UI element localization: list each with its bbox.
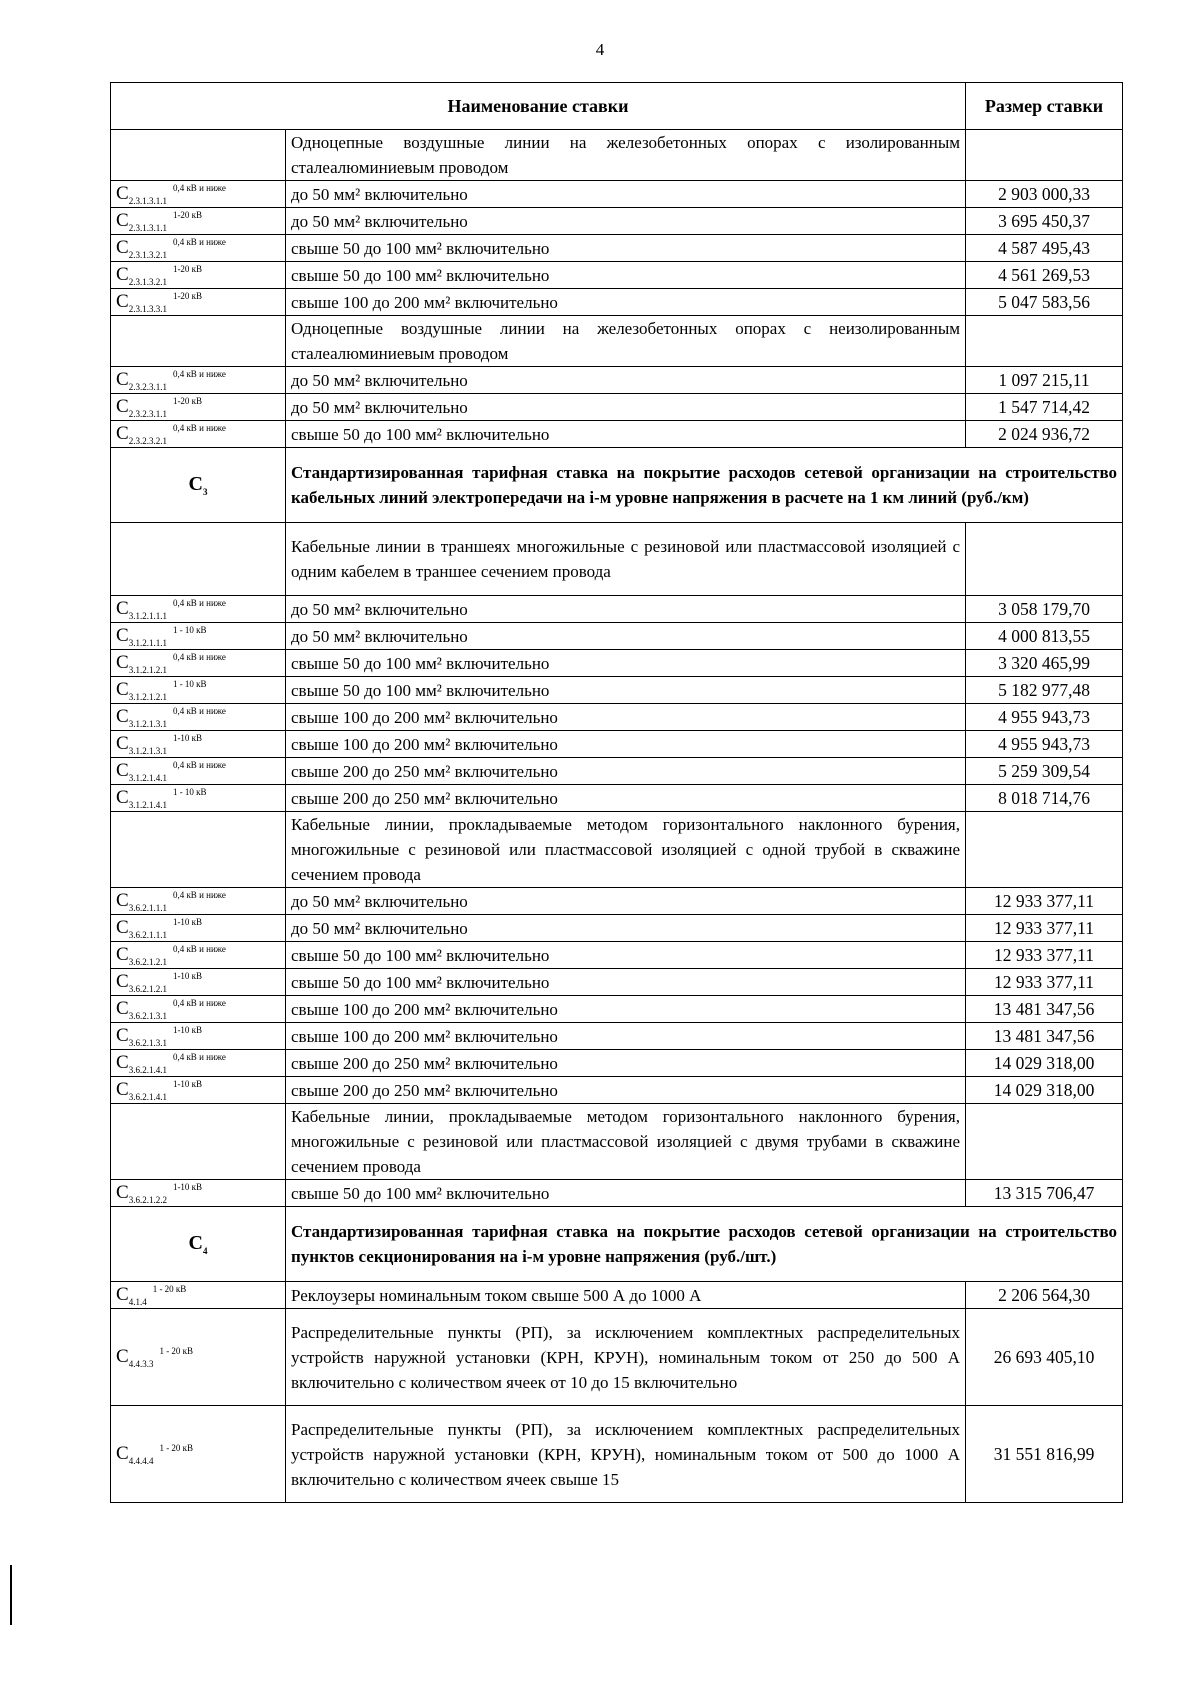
rate-code xyxy=(111,235,286,262)
table-row xyxy=(111,235,1123,262)
rate-code-index: 3.6.2.1.3.1 xyxy=(128,1037,167,1048)
group-description: Кабельные линии, прокладываемые методом горизонтального наклонного бурения, многожильные с резиновой или пластмассовой изоляцией с одной трубой в скважине сечением провода xyxy=(286,812,966,888)
rate-value: 3 695 450,37 xyxy=(966,208,1123,235)
rate-value: 13 481 347,56 xyxy=(966,996,1123,1023)
rate-code xyxy=(111,1050,286,1077)
table-row xyxy=(111,289,1123,316)
rate-description: Распределительные пункты (РП), за исключением комплектных распределительных устройств наружной установки (КРН, КРУН), номинальным током от 250 до 500 А включительно с количеством ячеек от 10 до 15 включительно xyxy=(286,1309,966,1406)
rate-code-index: 3.1.2.1.3.1 xyxy=(128,718,167,729)
voltage-level: 1-20 кВ xyxy=(172,291,203,302)
voltage-level: 1 - 20 кВ xyxy=(152,1284,187,1295)
rate-code-index: 4.1.4 xyxy=(128,1296,147,1307)
rate-code-index: 3.1.2.1.4.1 xyxy=(128,799,167,810)
rate-code xyxy=(111,448,286,523)
rate-code-index: 3.6.2.1.2.1 xyxy=(128,956,167,967)
rate-code-letter: C xyxy=(116,422,129,444)
rate-code-index: 3.6.2.1.2.2 xyxy=(128,1194,167,1205)
table-row xyxy=(111,367,1123,394)
rate-code-index: 2.3.2.3.1.1 xyxy=(128,408,167,419)
voltage-level: 1-10 кВ xyxy=(172,1025,203,1036)
table-row xyxy=(111,1077,1123,1104)
voltage-level: 1-20 кВ xyxy=(172,210,203,221)
section-row xyxy=(111,448,1123,523)
rate-value: 2 206 564,30 xyxy=(966,1282,1123,1309)
table-row xyxy=(111,996,1123,1023)
rate-code-letter: C xyxy=(116,395,129,417)
rate-description: до 50 мм² включительно xyxy=(286,888,966,915)
rate-code-letter: C xyxy=(116,678,129,700)
rate-code xyxy=(111,812,286,888)
rate-code-letter: C xyxy=(116,889,129,911)
rate-description: свыше 50 до 100 мм² включительно xyxy=(286,942,966,969)
rate-description: до 50 мм² включительно xyxy=(286,596,966,623)
rate-value: 14 029 318,00 xyxy=(966,1050,1123,1077)
group-row xyxy=(111,812,1123,888)
rate-code-letter: C xyxy=(116,624,129,646)
rate-code-index: 2.3.1.3.2.1 xyxy=(128,276,167,287)
rate-value: 12 933 377,11 xyxy=(966,888,1123,915)
table-row xyxy=(111,731,1123,758)
section-title: Стандартизированная тарифная ставка на покрытие расходов сетевой организации на строительство кабельных линий электропередачи на i-м уровне напряжения в расчете на 1 км линий (руб./км) xyxy=(286,448,1123,523)
voltage-level: 0,4 кВ и ниже xyxy=(172,1052,226,1063)
rate-code-letter: C xyxy=(116,705,129,727)
rate-code-letter: C xyxy=(116,732,129,754)
group-row xyxy=(111,316,1123,367)
rate-code xyxy=(111,523,286,596)
rate-value xyxy=(966,523,1123,596)
voltage-level: 1-10 кВ xyxy=(172,1182,203,1193)
rate-code xyxy=(111,731,286,758)
rate-value: 5 259 309,54 xyxy=(966,758,1123,785)
rate-code xyxy=(111,130,286,181)
group-description: Кабельные линии, прокладываемые методом горизонтального наклонного бурения, многожильные с резиновой или пластмассовой изоляцией с двумя трубами в скважине сечением провода xyxy=(286,1104,966,1180)
rate-code-letter: C xyxy=(116,597,129,619)
rate-description: свыше 50 до 100 мм² включительно xyxy=(286,262,966,289)
voltage-level: 1 - 20 кВ xyxy=(159,1346,194,1357)
table-row xyxy=(111,623,1123,650)
rate-value: 12 933 377,11 xyxy=(966,942,1123,969)
rate-code-letter: C xyxy=(116,368,129,390)
table-row xyxy=(111,394,1123,421)
rate-value xyxy=(966,812,1123,888)
section-title: Стандартизированная тарифная ставка на покрытие расходов сетевой организации на строительство пунктов секционирования на i-м уровне напряжения (руб./шт.) xyxy=(286,1207,1123,1282)
rate-value: 5 047 583,56 xyxy=(966,289,1123,316)
rate-code-letter: C xyxy=(116,1181,129,1203)
rate-description: до 50 мм² включительно xyxy=(286,367,966,394)
rate-description: свыше 200 до 250 мм² включительно xyxy=(286,785,966,812)
voltage-level: 0,4 кВ и ниже xyxy=(172,760,226,771)
rate-description: Распределительные пункты (РП), за исключением комплектных распределительных устройств наружной установки (КРН, КРУН), номинальным током от 500 до 1000 А включительно с количеством ячеек свыше 15 xyxy=(286,1406,966,1503)
voltage-level: 1 - 20 кВ xyxy=(159,1443,194,1454)
rate-code-index: 2.3.1.3.2.1 xyxy=(128,249,167,260)
table-row xyxy=(111,888,1123,915)
table-row xyxy=(111,915,1123,942)
rate-code xyxy=(111,704,286,731)
rate-description: свыше 200 до 250 мм² включительно xyxy=(286,758,966,785)
voltage-level: 1 - 10 кВ xyxy=(172,625,207,636)
header-rate-name: Наименование ставки xyxy=(111,83,966,130)
rate-description: свыше 200 до 250 мм² включительно xyxy=(286,1050,966,1077)
voltage-level: 0,4 кВ и ниже xyxy=(172,423,226,434)
rate-code-index: 3.6.2.1.3.1 xyxy=(128,1010,167,1021)
rate-description: свыше 100 до 200 мм² включительно xyxy=(286,731,966,758)
rate-value: 4 561 269,53 xyxy=(966,262,1123,289)
rate-value: 31 551 816,99 xyxy=(966,1406,1123,1503)
voltage-level: 1-10 кВ xyxy=(172,971,203,982)
rate-value xyxy=(966,130,1123,181)
voltage-level: 1-10 кВ xyxy=(172,917,203,928)
rate-code xyxy=(111,942,286,969)
rate-code-letter: C xyxy=(116,997,129,1019)
voltage-level: 0,4 кВ и ниже xyxy=(172,598,226,609)
table-row xyxy=(111,596,1123,623)
voltage-level: 0,4 кВ и ниже xyxy=(172,706,226,717)
rate-code xyxy=(111,888,286,915)
rate-code xyxy=(111,208,286,235)
rate-value: 13 481 347,56 xyxy=(966,1023,1123,1050)
rate-code-index: 3.6.2.1.1.1 xyxy=(128,902,167,913)
rate-code-index: 3.1.2.1.4.1 xyxy=(128,772,167,783)
rate-code xyxy=(111,394,286,421)
group-description: Одноцепные воздушные линии на железобетонных опорах с неизолированным сталеалюминиевым проводом xyxy=(286,316,966,367)
rate-code xyxy=(111,1023,286,1050)
rate-description: свыше 50 до 100 мм² включительно xyxy=(286,677,966,704)
rate-code-letter: C xyxy=(116,1345,129,1367)
rate-code xyxy=(111,1207,286,1282)
rate-code xyxy=(111,758,286,785)
rate-code-index: 3.1.2.1.2.1 xyxy=(128,664,167,675)
section-row xyxy=(111,1207,1123,1282)
rate-code xyxy=(111,650,286,677)
group-row xyxy=(111,523,1123,596)
rate-value: 3 320 465,99 xyxy=(966,650,1123,677)
rate-code-letter: C xyxy=(116,236,129,258)
rate-value: 4 955 943,73 xyxy=(966,704,1123,731)
rate-code xyxy=(111,1104,286,1180)
rate-code xyxy=(111,316,286,367)
rate-value xyxy=(966,1104,1123,1180)
rate-code-letter: C xyxy=(116,943,129,965)
rate-code xyxy=(111,969,286,996)
rate-code xyxy=(111,915,286,942)
table-row xyxy=(111,969,1123,996)
rate-code-index: 3.1.2.1.1.1 xyxy=(128,610,167,621)
table-row xyxy=(111,650,1123,677)
rate-value: 4 000 813,55 xyxy=(966,623,1123,650)
rate-code-letter: C xyxy=(116,1442,129,1464)
rate-code-letter: C xyxy=(116,1283,129,1305)
rate-value: 8 018 714,76 xyxy=(966,785,1123,812)
rate-code-letter: C xyxy=(116,263,129,285)
rate-description: свыше 50 до 100 мм² включительно xyxy=(286,650,966,677)
rate-code xyxy=(111,623,286,650)
rate-code-letter: C xyxy=(116,651,129,673)
rate-code-index: 3.1.2.1.3.1 xyxy=(128,745,167,756)
rate-code-letter: C xyxy=(116,1024,129,1046)
rate-code-letter: C xyxy=(116,290,129,312)
rate-code-index: 3.1.2.1.2.1 xyxy=(128,691,167,702)
rate-code-index: 3.1.2.1.1.1 xyxy=(128,637,167,648)
rate-code-index: 3 xyxy=(202,487,208,497)
rate-value: 13 315 706,47 xyxy=(966,1180,1123,1207)
rate-description: свыше 100 до 200 мм² включительно xyxy=(286,704,966,731)
rate-code-letter: C xyxy=(116,786,129,808)
voltage-level: 0,4 кВ и ниже xyxy=(172,369,226,380)
rate-code-index: 2.3.2.3.1.1 xyxy=(128,381,167,392)
rate-value: 2 024 936,72 xyxy=(966,421,1123,448)
rate-value: 4 955 943,73 xyxy=(966,731,1123,758)
rate-code-letter: C xyxy=(116,970,129,992)
rate-description: до 50 мм² включительно xyxy=(286,915,966,942)
rate-description: до 50 мм² включительно xyxy=(286,181,966,208)
rate-code-index: 3.6.2.1.4.1 xyxy=(128,1064,167,1075)
rate-code xyxy=(111,367,286,394)
rate-description: до 50 мм² включительно xyxy=(286,394,966,421)
group-description: Кабельные линии в траншеях многожильные с резиновой или пластмассовой изоляцией с одним кабелем в траншее сечением провода xyxy=(286,523,966,596)
rate-code xyxy=(111,785,286,812)
rate-code xyxy=(111,1180,286,1207)
rate-code-letter: C xyxy=(116,916,129,938)
rate-code-index: 4.4.4.4 xyxy=(128,1455,154,1466)
table-row xyxy=(111,1406,1123,1503)
table-row xyxy=(111,942,1123,969)
rate-code-letter: C xyxy=(116,1051,129,1073)
table-row xyxy=(111,1180,1123,1207)
rate-code-letter: C xyxy=(116,759,129,781)
group-description: Одноцепные воздушные линии на железобетонных опорах с изолированным сталеалюминиевым проводом xyxy=(286,130,966,181)
rate-value: 5 182 977,48 xyxy=(966,677,1123,704)
rate-code-letter: C xyxy=(188,1232,203,1254)
rate-code-index: 3.6.2.1.1.1 xyxy=(128,929,167,940)
rate-code xyxy=(111,1077,286,1104)
rate-description: до 50 мм² включительно xyxy=(286,208,966,235)
table-row xyxy=(111,677,1123,704)
rate-code-letter: C xyxy=(116,209,129,231)
rate-code-letter: C xyxy=(116,1078,129,1100)
voltage-level: 1 - 10 кВ xyxy=(172,679,207,690)
rate-value: 4 587 495,43 xyxy=(966,235,1123,262)
margin-mark xyxy=(10,1565,12,1625)
table-row xyxy=(111,758,1123,785)
rate-description: свыше 100 до 200 мм² включительно xyxy=(286,1023,966,1050)
table-body xyxy=(111,130,1123,1503)
table-row xyxy=(111,704,1123,731)
rate-description: свыше 50 до 100 мм² включительно xyxy=(286,969,966,996)
voltage-level: 1 - 10 кВ xyxy=(172,787,207,798)
voltage-level: 0,4 кВ и ниже xyxy=(172,944,226,955)
table-row xyxy=(111,785,1123,812)
rate-code xyxy=(111,677,286,704)
rate-description: свыше 50 до 100 мм² включительно xyxy=(286,421,966,448)
rate-value: 12 933 377,11 xyxy=(966,915,1123,942)
rate-value xyxy=(966,316,1123,367)
table-row xyxy=(111,262,1123,289)
group-row xyxy=(111,1104,1123,1180)
rate-code xyxy=(111,596,286,623)
rate-code-index: 3.6.2.1.2.1 xyxy=(128,983,167,994)
page-number: 4 xyxy=(595,40,605,59)
header-rate-size: Размер ставки xyxy=(966,83,1123,130)
rate-description: свыше 100 до 200 мм² включительно xyxy=(286,996,966,1023)
rate-code-index: 4 xyxy=(202,1246,208,1256)
rate-value: 2 903 000,33 xyxy=(966,181,1123,208)
voltage-level: 0,4 кВ и ниже xyxy=(172,890,226,901)
rate-code-index: 2.3.1.3.1.1 xyxy=(128,222,167,233)
rate-code-letter: C xyxy=(188,473,203,495)
table-row xyxy=(111,1282,1123,1309)
rate-code-index: 2.3.2.3.2.1 xyxy=(128,435,167,446)
rate-code xyxy=(111,996,286,1023)
voltage-level: 0,4 кВ и ниже xyxy=(172,183,226,194)
group-row xyxy=(111,130,1123,181)
rate-description: свыше 50 до 100 мм² включительно xyxy=(286,1180,966,1207)
table-row xyxy=(111,421,1123,448)
rate-code-index: 4.4.3.3 xyxy=(128,1358,154,1369)
voltage-level: 0,4 кВ и ниже xyxy=(172,237,226,248)
rate-code xyxy=(111,289,286,316)
rate-description: до 50 мм² включительно xyxy=(286,623,966,650)
rate-code xyxy=(111,1406,286,1503)
rate-code xyxy=(111,421,286,448)
rate-code xyxy=(111,1309,286,1406)
rate-code-letter: C xyxy=(116,182,129,204)
rate-description: свыше 50 до 100 мм² включительно xyxy=(286,235,966,262)
voltage-level: 1-20 кВ xyxy=(172,264,203,275)
rate-description: свыше 100 до 200 мм² включительно xyxy=(286,289,966,316)
rates-table xyxy=(110,82,1123,1503)
rate-code xyxy=(111,1282,286,1309)
voltage-level: 1-20 кВ xyxy=(172,396,203,407)
rate-value: 14 029 318,00 xyxy=(966,1077,1123,1104)
rate-description: Реклоузеры номинальным током свыше 500 А до 1000 А xyxy=(286,1282,966,1309)
rate-code xyxy=(111,262,286,289)
table-row xyxy=(111,1023,1123,1050)
rate-code-index: 2.3.1.3.1.1 xyxy=(128,195,167,206)
rate-value: 26 693 405,10 xyxy=(966,1309,1123,1406)
table-row xyxy=(111,1309,1123,1406)
voltage-level: 0,4 кВ и ниже xyxy=(172,998,226,1009)
table-header-row xyxy=(111,83,1123,130)
rate-description: свыше 200 до 250 мм² включительно xyxy=(286,1077,966,1104)
rate-value: 3 058 179,70 xyxy=(966,596,1123,623)
table-row xyxy=(111,181,1123,208)
voltage-level: 0,4 кВ и ниже xyxy=(172,652,226,663)
rate-code-index: 3.6.2.1.4.1 xyxy=(128,1091,167,1102)
rate-code xyxy=(111,181,286,208)
voltage-level: 1-10 кВ xyxy=(172,1079,203,1090)
rate-value: 12 933 377,11 xyxy=(966,969,1123,996)
table-row xyxy=(111,1050,1123,1077)
rate-value: 1 547 714,42 xyxy=(966,394,1123,421)
rate-code-index: 2.3.1.3.3.1 xyxy=(128,303,167,314)
voltage-level: 1-10 кВ xyxy=(172,733,203,744)
rate-value: 1 097 215,11 xyxy=(966,367,1123,394)
table-row xyxy=(111,208,1123,235)
